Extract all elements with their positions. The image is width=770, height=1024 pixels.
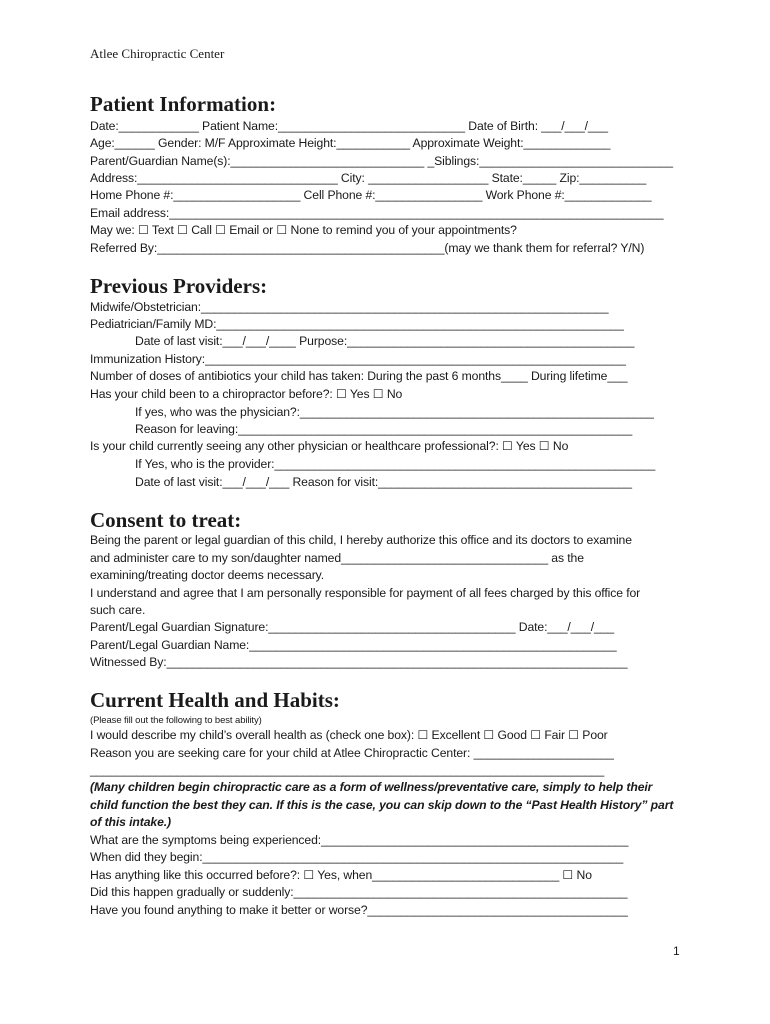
page-number: 1 <box>673 944 680 958</box>
form-line-phones[interactable]: Home Phone #:___________________ Cell Phone #:________________ Work Phone #:_____________ <box>90 188 652 202</box>
form-line-previous-physician[interactable]: If yes, who was the physician?:_____________________________________________________ <box>135 405 654 419</box>
form-line-guardian-name[interactable]: Parent/Legal Guardian Name:_______________________________________________________ <box>90 638 617 652</box>
form-line-other-professional[interactable]: Is your child currently seeing any other physician or healthcare professional?: ☐ Yes ☐ No <box>90 439 569 453</box>
consent-text-line: such care. <box>90 603 146 617</box>
form-line-immunization[interactable]: Immunization History:_______________________________________________________________ <box>90 352 626 366</box>
patient-information-heading: Patient Information: <box>90 92 277 116</box>
form-line-address[interactable]: Address:______________________________ City: __________________ State:_____ Zip:__________ <box>90 171 647 185</box>
form-line-witnessed-by[interactable]: Witnessed By:_____________________________________________________________________ <box>90 655 628 669</box>
consent-heading: Consent to treat: <box>90 508 242 532</box>
wellness-note-line: child function the best they can. If this is the case, you can skip down to the “Past Health History” part <box>90 798 674 812</box>
clinic-name-header: Atlee Chiropractic Center <box>90 46 225 61</box>
form-line-child-name[interactable]: and administer care to my son/daughter named_______________________________ as the <box>90 551 584 565</box>
form-line-guardian-siblings[interactable]: Parent/Guardian Name(s):_____________________________ _Siblings:_____________________________ <box>90 154 673 168</box>
consent-text-line: I understand and agree that I am personally responsible for payment of all fees charged by this office for <box>90 586 641 600</box>
current-health-heading: Current Health and Habits: <box>90 688 340 712</box>
fill-out-note: (Please fill out the following to best ability) <box>90 715 262 726</box>
form-line-age-gender-height-weight[interactable]: Age:______ Gender: M/F Approximate Height:___________ Approximate Weight:_____________ <box>90 136 611 150</box>
form-line-email[interactable]: Email address:__________________________________________________________________________ <box>90 206 664 220</box>
form-line-guardian-signature[interactable]: Parent/Legal Guardian Signature:_____________________________________ Date:___/___/___ <box>90 620 615 634</box>
form-line-last-visit-purpose[interactable]: Date of last visit:___/___/____ Purpose:___________________________________________ <box>135 334 635 348</box>
form-line-gradual-sudden[interactable]: Did this happen gradually or suddenly:__________________________________________________ <box>90 885 628 899</box>
form-line-chiropractor-before[interactable]: Has your child been to a chiropractor before?: ☐ Yes ☐ No <box>90 387 403 401</box>
form-line-reminder-options[interactable]: May we: ☐ Text ☐ Call ☐ Email or ☐ None to remind you of your appointments? <box>90 223 517 237</box>
form-line-referred-by[interactable]: Referred By:___________________________________________(may we thank them for referral? Y/N) <box>90 241 645 255</box>
consent-text-line: examining/treating doctor deems necessary. <box>90 568 325 582</box>
form-line-occurred-before[interactable]: Has anything like this occurred before?: ☐ Yes, when____________________________ ☐ No <box>90 868 592 882</box>
consent-text-line: Being the parent or legal guardian of this child, I hereby authorize this office and its doctors to examine <box>90 533 632 547</box>
form-line-blank[interactable]: _____________________________________________________________________________ <box>90 763 605 777</box>
form-line-symptoms[interactable]: What are the symptoms being experienced:______________________________________________ <box>90 833 629 847</box>
wellness-note-line: (Many children begin chiropractic care as a form of wellness/preventative care, simply to help their <box>90 780 653 794</box>
form-line-overall-health[interactable]: I would describe my child’s overall health as (check one box): ☐ Excellent ☐ Good ☐ Fair ☐ Poor <box>90 728 608 742</box>
form-line-date-name-dob[interactable]: Date:____________ Patient Name:____________________________ Date of Birth: ___/___/___ <box>90 119 608 133</box>
form-line-when-begin[interactable]: When did they begin:_______________________________________________________________ <box>90 850 624 864</box>
wellness-note-line: of this intake.) <box>90 815 172 829</box>
form-line-reason-leaving[interactable]: Reason for leaving:___________________________________________________________ <box>135 422 633 436</box>
form-line-reason-seeking-care[interactable]: Reason you are seeking care for your child at Atlee Chiropractic Center: _____________________ <box>90 746 614 760</box>
form-line-better-worse[interactable]: Have you found anything to make it better or worse?_______________________________________ <box>90 903 628 917</box>
form-line-provider-last-visit[interactable]: Date of last visit:___/___/___ Reason for visit:______________________________________ <box>135 475 632 489</box>
form-line-current-provider[interactable]: If Yes, who is the provider:_________________________________________________________ <box>135 457 656 471</box>
form-line-pediatrician[interactable]: Pediatrician/Family MD:_____________________________________________________________ <box>90 317 624 331</box>
form-line-midwife[interactable]: Midwife/Obstetrician:_____________________________________________________________ <box>90 300 609 314</box>
previous-providers-heading: Previous Providers: <box>90 274 268 298</box>
form-line-antibiotics[interactable]: Number of doses of antibiotics your child has taken: During the past 6 months____ During lifetime___ <box>90 369 628 383</box>
